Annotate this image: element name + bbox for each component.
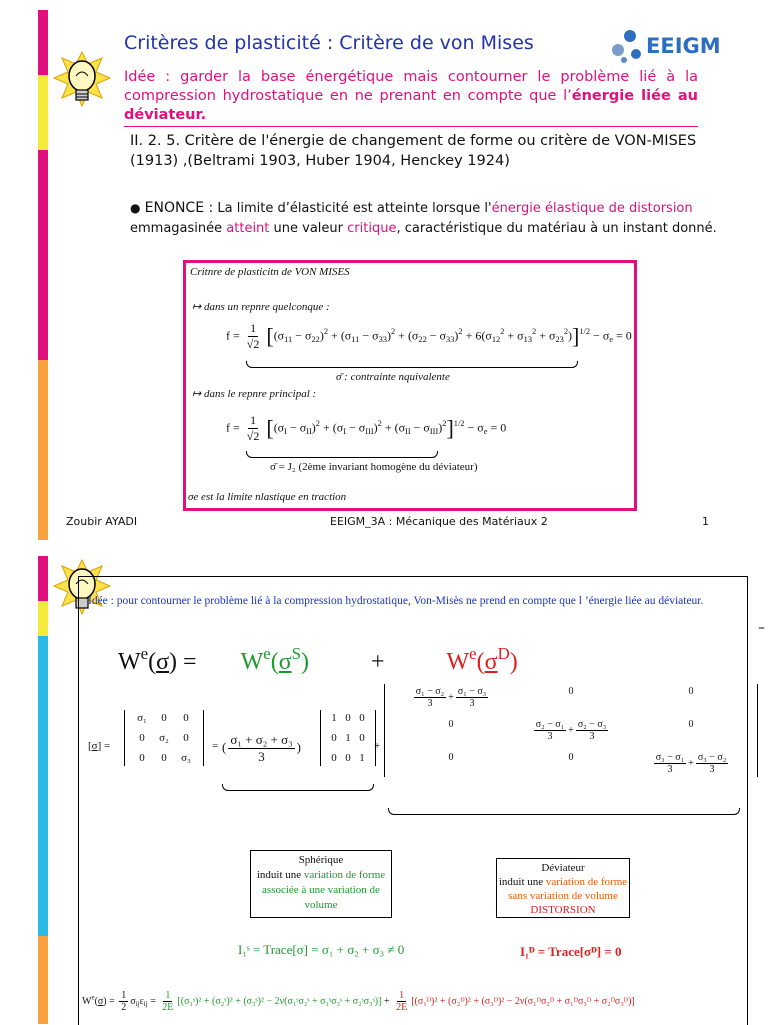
slide-2-idea-text: Idée : pour contourner le problème lié à la compression hydrostatique, Von-Misès ne prend en compte que l ’énergie liée au déviateur. xyxy=(88,595,704,607)
energy-expansion-formula: $W^e(\sigma)$ = $\frac{1}{2}$ $\sigma_{ij}\varepsilon_{ij}$ = $\frac{1}{2E}$ [(σ₁ˢ)² + (σ₂ˢ)² + (σ₃ˢ)² − 2ν(σ₁ˢσ₂ˢ + σ₁ˢσ₃ˢ + σ₂ˢσ₃ˢ)] + $\frac{1}{2E}$ [(σ₁ᴰ)² + (σ₂ᴰ)² + (σ₃ᴰ)² − 2ν(σ₁ᴰσ₂ᴰ + σ₁ᴰσ₃ᴰ + σ₂ᴰσ₃ᴰ)] xyxy=(82,990,635,1013)
left-color-bar-yellow xyxy=(38,75,48,150)
deviateur-box xyxy=(496,858,630,918)
deviateur-text-3: DISTORSION xyxy=(530,904,596,916)
spherique-text-2: variation de forme associée à une variation de volume xyxy=(262,869,386,911)
left-color-bar-magenta2 xyxy=(38,150,48,360)
left-color-bar-2-orange xyxy=(38,936,48,1024)
left-color-bar-2-yellow xyxy=(38,601,48,636)
equivalent-stress-label: σ̄ : contrainte nquivalente xyxy=(336,371,450,383)
footer-author: Zoubir AYADI xyxy=(66,515,138,528)
enonce-part-2: emmagasinée xyxy=(130,221,223,236)
enonce-highlight-2: atteint xyxy=(226,221,270,236)
slide-title: Critères de plasticité : Critère de von Mises xyxy=(124,32,534,54)
spherique-box xyxy=(250,850,392,918)
identity-matrix: 1 0 0 0 1 0 0 0 1 xyxy=(320,710,376,766)
lightbulb-icon xyxy=(52,50,112,118)
footer-page-number: 1 xyxy=(702,515,709,528)
left-color-bar-2-magenta xyxy=(38,556,48,601)
enonce-part-4: , caractéristique du matériau à un instant donné. xyxy=(396,221,717,236)
repere-principal-label: ↦ dans le repnre principal : xyxy=(192,388,317,400)
slide-2 xyxy=(38,556,768,1024)
spherique-text-1: induit une xyxy=(256,869,302,881)
deviateur-text-1: induit une xyxy=(498,876,544,888)
enonce-text xyxy=(130,198,720,239)
molecule-icon xyxy=(606,28,646,64)
underbrace-deviator xyxy=(388,808,740,815)
eeigm-logo xyxy=(606,28,746,64)
logo-text: EEIGM xyxy=(646,34,721,58)
left-color-bar-orange xyxy=(38,360,48,540)
deviator-matrix: $\frac{\text{σ₁ − σ₂}}{3}$ + $\frac{\text{σ₁ − σ₃}}{3}$ 0 0 0 $\frac{\text{σ₂ − σ₁}}{3}$ + $\frac{\text{σ₂ − σ₃}}{3}$ 0 0 0 $\frac{\text{σ₃ − σ₁}}{3}$ + $\frac{\text{σ₃ − σ₂}}{3}$ xyxy=(384,684,758,777)
enonce-highlight-3: critique xyxy=(347,221,397,236)
underbrace-2 xyxy=(246,451,438,458)
underbrace-1 xyxy=(246,361,578,368)
idea-text xyxy=(124,68,698,127)
enonce-part-3: une valeur xyxy=(273,221,343,236)
spherique-title: Sphérique xyxy=(298,854,344,866)
j2-label: σ̄ = J₂ (2ème invariant homogène du déviateur) xyxy=(270,461,478,473)
trace-deviateur: I₁ᴰ = Trace[σᴰ] = 0 xyxy=(520,944,622,959)
stress-matrix: σ₁ 0 0 0 σ₂ 0 0 0 σ₃ xyxy=(124,710,204,766)
formula-box-title: Critnre de plasticitn de VON MISES xyxy=(190,266,350,278)
von-mises-formula-general: f = $\frac{1}{√2}$ $[(\sigma_{11} - \sigma_{22})^2 + (\sigma_{11} - \sigma_{33})^2 + (\sigma_{22} - \sigma_{33})^2 + 6(\sigma_{12}^2 + \sigma_{13}^2 + \sigma_{23}^2)]^{1/2} - \sigma_e = 0$ xyxy=(226,321,632,351)
enonce-highlight-1: énergie élastique de distorsion xyxy=(491,201,693,216)
idea-text-bold: énergie liée au déviateur. xyxy=(124,88,698,123)
trace-spherique: I₁ˢ = Trace[σ] = σ₁ + σ₂ + σ₃ ≠ 0 xyxy=(238,942,405,957)
elastic-limit-note: σe est la limite nlastique en traction xyxy=(188,491,347,503)
matrix-decomposition: [σ] = σ₁ 0 0 0 σ₂ 0 0 0 σ₃ = ( $\frac{\text{σ₁ + σ₂ + σ₃}}{3}$ ) 1 0 0 0 1 0 0 0 1 + $\frac{\text{σ₁ − σ₂}}{3}$ + $\frac{\text{σ₁ − σ₃}}{3}$ 0 0 0 $\frac{\text{σ₂ − σ₁}}{3}$ + $\frac{\text{σ₂ − σ₃}}{3}$ 0 0 0 $\frac{\text{σ₃ − σ₁}}{3}$ + $\frac{\text{σ₃ − σ₂}}{3}$ xyxy=(88,704,748,814)
formula-box xyxy=(183,260,637,511)
repere-quelconque-label: ↦ dans un repnre quelconque : xyxy=(192,301,330,313)
bullet-icon: ● xyxy=(130,201,141,215)
enonce-part-1: La limite d’élasticité est atteinte lorsque l' xyxy=(217,201,492,216)
deviateur-title: Déviateur xyxy=(541,862,585,874)
energy-decomposition: $W^e(\sigma) = W^e(\sigma^S) + W^e(\sigma^D)$ xyxy=(118,644,518,676)
slide-2-dash: – xyxy=(758,620,765,636)
von-mises-formula-principal: f = $\frac{1}{√2}$ $[(\sigma_I - \sigma_{II})^2 + (\sigma_I - \sigma_{III})^2 + (\sigma_{II} - \sigma_{III})^2]^{1/2} - \sigma_e = 0$ xyxy=(226,413,507,443)
underbrace-spherical xyxy=(222,784,374,791)
idea-text-main: Idée : garder la base énergétique mais contourner le problème lié à la compression hydrostatique en ne prenant en compte que l’ xyxy=(124,69,698,104)
left-color-bar xyxy=(38,10,48,75)
footer-course: EEIGM_3A : Mécanique des Matériaux 2 xyxy=(330,515,548,528)
left-color-bar-2-cyan xyxy=(38,636,48,936)
slide-1 xyxy=(38,10,768,540)
enonce-label: ENONCE : xyxy=(144,200,214,216)
section-heading: II. 2. 5. Critère de l'énergie de changement de forme ou critère de VON-MISES (1913) ,(Beltrami 1903, Huber 1904, Henckey 1924) xyxy=(130,133,697,169)
deviateur-text-2: variation de forme sans variation de volume xyxy=(508,876,628,902)
